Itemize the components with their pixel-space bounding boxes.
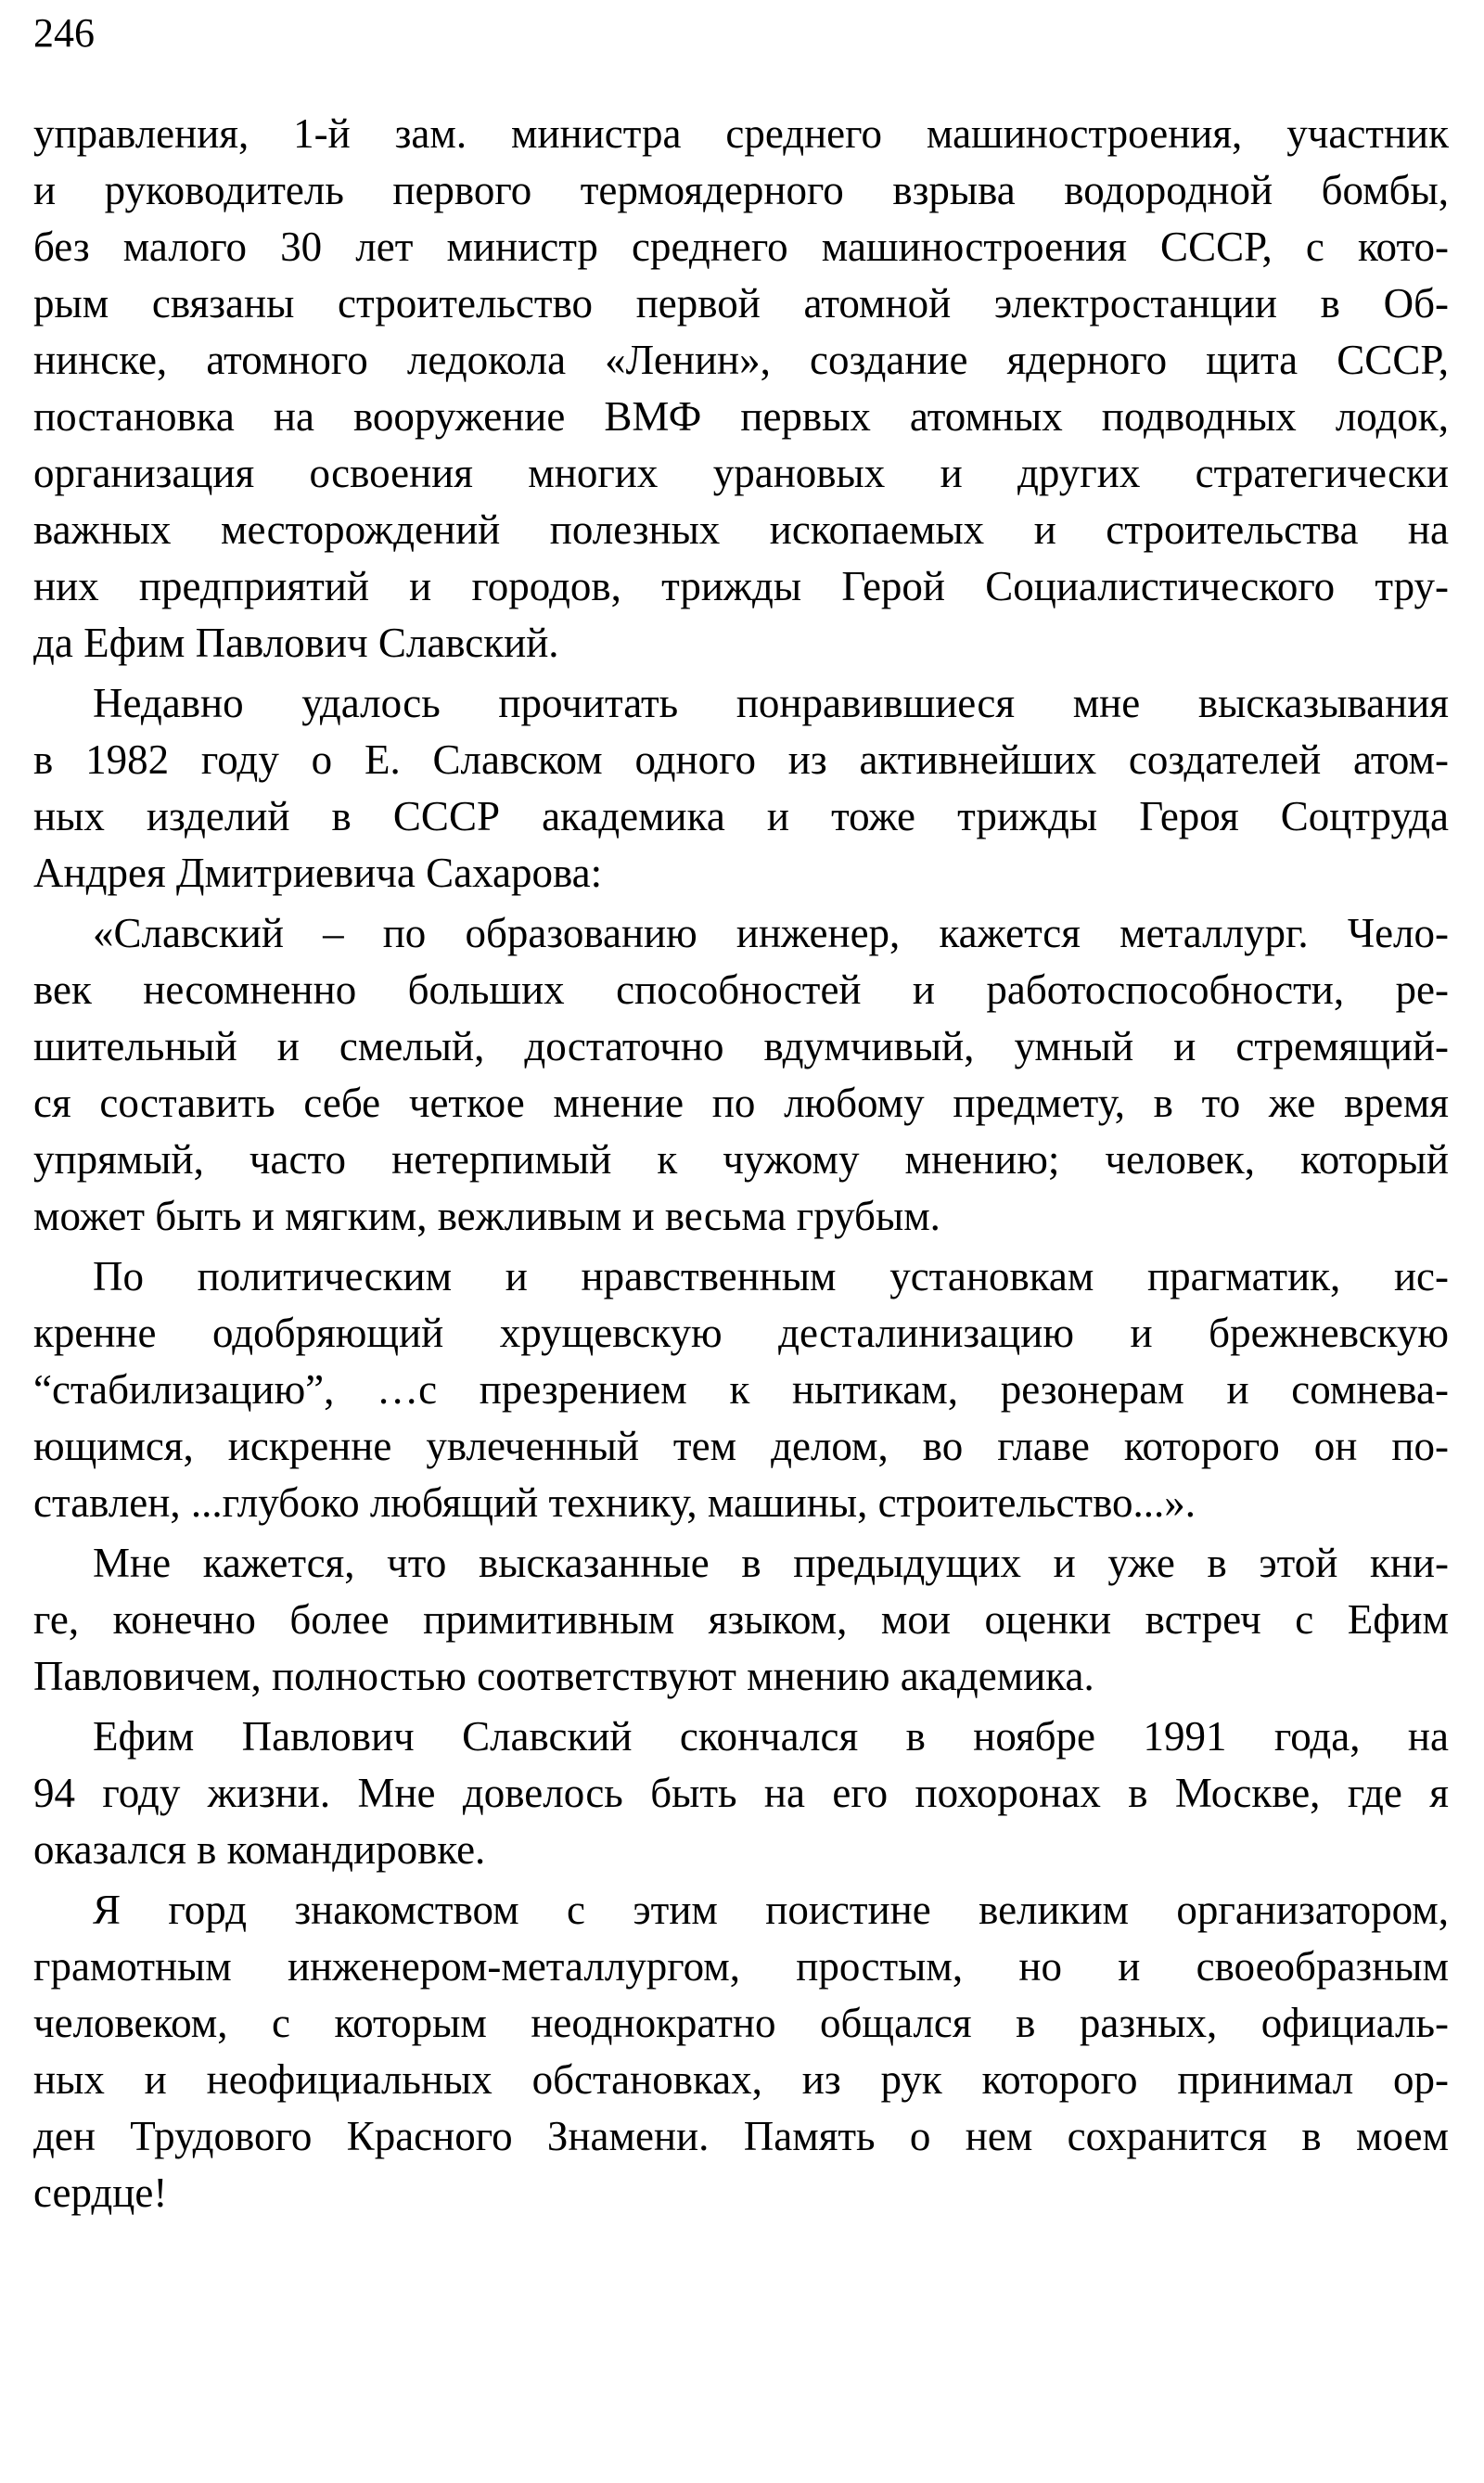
text-line: ставлен, ...глубоко любящий технику, машины, строительство...».: [33, 1479, 1196, 1526]
body-text: [33, 106, 1449, 2225]
text-line: управления, 1-й зам. министра среднего машиностроения, участник: [33, 110, 1449, 157]
text-line: «Славский – по образованию инженер, кажется металлург. Чело-: [93, 910, 1449, 956]
text-line: да Ефим Павлович Славский.: [33, 620, 559, 666]
text-line: постановка на вооружение ВМФ первых атомных подводных лодок,: [33, 393, 1449, 440]
text-line: упрямый, часто нетерпимый к чужому мнению; человек, который: [33, 1136, 1449, 1183]
text-line: ных изделий в СССР академика и тоже трижды Героя Соцтруда: [33, 793, 1449, 839]
text-line: без малого 30 лет министр среднего машиностроения СССР, с кото-: [33, 224, 1449, 270]
text-line: шительный и смелый, достаточно вдумчивый, умный и стремящий-: [33, 1023, 1449, 1069]
text-line: сердце!: [33, 2169, 168, 2216]
text-line: ге, конечно более примитивным языком, мои оценки встреч с Ефим: [33, 1596, 1449, 1643]
text-line: нинске, атомного ледокола «Ленин», создание ядерного щита СССР,: [33, 337, 1449, 383]
text-line: Ефим Павлович Славский скончался в ноябре 1991 года, на: [93, 1713, 1449, 1760]
text-line: человеком, с которым неоднократно общался в разных, официаль-: [33, 2000, 1449, 2046]
paragraph: [33, 905, 1449, 1245]
text-line: рым связаны строительство первой атомной электростанции в Об-: [33, 280, 1449, 326]
text-line: Павловичем, полностью соответствуют мнению академика.: [33, 1653, 1094, 1699]
text-line: грамотным инженером-металлургом, простым, но и своеобразным: [33, 1943, 1449, 1990]
page-number: 246: [33, 10, 95, 56]
text-line: кренне одобряющий хрущевскую десталинизацию и брежневскую: [33, 1310, 1449, 1356]
text-line: ден Трудового Красного Знамени. Память о нем сохранится в моем: [33, 2113, 1449, 2159]
text-line: и руководитель первого термоядерного взрыва водородной бомбы,: [33, 167, 1449, 213]
text-line: ся составить себе четкое мнение по любому предмету, в то же время: [33, 1080, 1449, 1126]
paragraph: [33, 1709, 1449, 1878]
text-line: Мне кажется, что высказанные в предыдущих и уже в этой кни-: [93, 1540, 1449, 1586]
text-line: ющимся, искренне увлеченный тем делом, во главе которого он по-: [33, 1423, 1449, 1469]
paragraph: [33, 675, 1449, 902]
text-line: в 1982 году о Е. Славском одного из активнейших создателей атом-: [33, 736, 1449, 783]
text-line: Андрея Дмитриевича Сахарова:: [33, 850, 603, 896]
text-line: “стабилизацию”, …с презрением к нытикам, резонерам и сомнева-: [33, 1366, 1449, 1413]
paragraph: [33, 106, 1449, 672]
paragraph: [33, 1535, 1449, 1705]
text-line: ных и неофициальных обстановках, из рук которого принимал ор-: [33, 2056, 1449, 2103]
paragraph: [33, 1882, 1449, 2221]
text-line: важных месторождений полезных ископаемых и строительства на: [33, 506, 1449, 553]
text-line: 94 году жизни. Мне довелось быть на его похоронах в Москве, где я: [33, 1770, 1449, 1816]
text-line: организация освоения многих урановых и других стратегически: [33, 450, 1449, 496]
text-line: век несомненно больших способностей и работоспособности, ре-: [33, 966, 1449, 1013]
text-line: По политическим и нравственным установкам прагматик, ис-: [93, 1253, 1449, 1299]
text-line: оказался в командировке.: [33, 1826, 486, 1873]
text-line: может быть и мягким, вежливым и весьма грубым.: [33, 1193, 940, 1239]
text-line: Я горд знакомством с этим поистине великим организатором,: [93, 1887, 1449, 1933]
text-line: Недавно удалось прочитать понравившиеся мне высказывания: [93, 680, 1449, 726]
paragraph: [33, 1248, 1449, 1531]
text-line: них предприятий и городов, трижды Герой Социалистического тру-: [33, 563, 1449, 609]
